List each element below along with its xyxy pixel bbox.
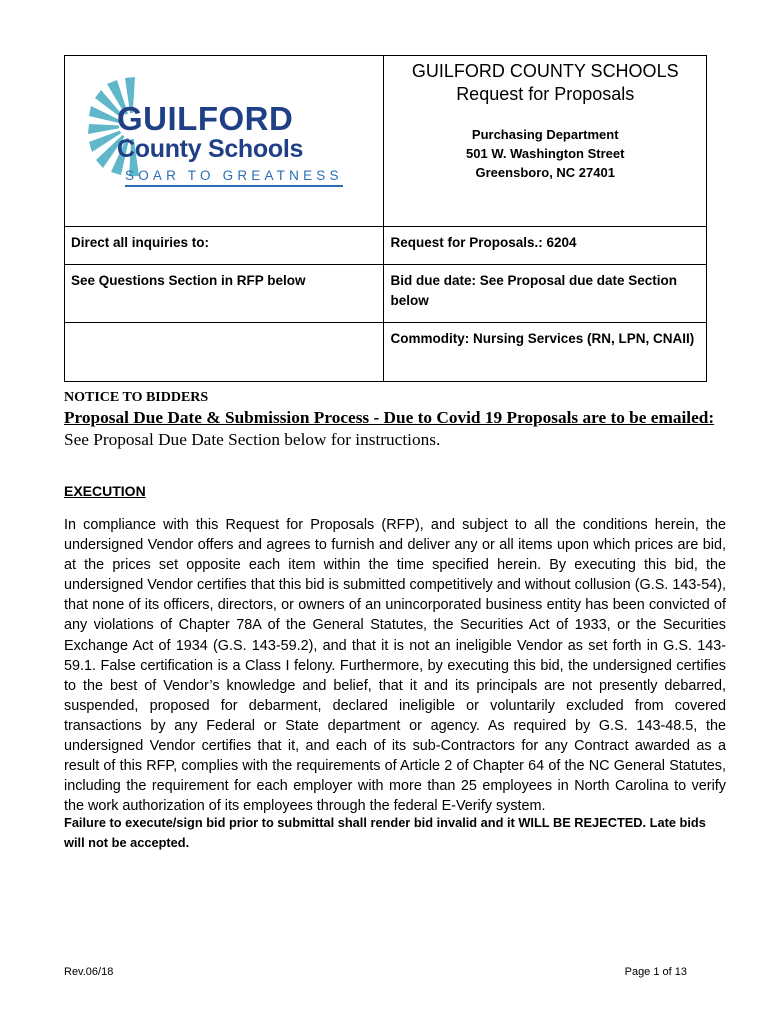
execution-warning: Failure to execute/sign bid prior to submittal shall render bid invalid and it WILL BE REJECTED. Late bids will not be accepted. [64, 815, 706, 850]
department-address [384, 125, 706, 182]
proposal-heading: Proposal Due Date & Submission Process - Due to Covid 19 Proposals are to be emailed: [64, 408, 715, 427]
inquiries-value: See Questions Section in RFP below [65, 265, 384, 323]
execution-heading: EXECUTION [64, 483, 146, 499]
commodity: Commodity: Nursing Services (RN, LPN, CNAII) [384, 323, 707, 382]
page-number: Page 1 of 13 [624, 966, 687, 978]
logo-tagline: SOAR TO GREATNESS [125, 168, 343, 187]
title-cell [384, 56, 707, 227]
guilford-logo [87, 76, 343, 216]
logo-cell [65, 56, 384, 227]
empty-cell [65, 323, 384, 382]
header-table [64, 55, 707, 382]
document-title: GUILFORD COUNTY SCHOOLS [411, 61, 679, 81]
bid-due-date: Bid due date: See Proposal due date Section below [384, 265, 707, 323]
logo-wordmark-county: County Schools [117, 135, 304, 163]
revision-label: Rev.06/18 [64, 966, 114, 978]
proposal-subtext: See Proposal Due Date Section below for instructions. [64, 430, 441, 449]
document-subtitle: Request for Proposals [456, 84, 635, 104]
address-line-2: 501 W. Washington Street [466, 146, 625, 161]
inquiries-label: Direct all inquiries to: [65, 227, 384, 265]
notice-label: NOTICE TO BIDDERS [64, 390, 209, 405]
address-line-1: Purchasing Department [471, 127, 619, 142]
execution-body: In compliance with this Request for Proposals (RFP), and subject to all the conditions herein, the undersigned Vendor offers and agrees to furnish and deliver any or all items upon which prices are bid, at the prices set opposite each item within the time specified herein. By executing this bid, the undersigned Vendor certifies that this bid is submitted competitively and without collusion (G.S. 143-54), that none of its officers, directors, or owners of an unincorporated business entity has been convicted of any violations of Chapter 78A of the General Statutes, the Securities Act of 1933, or the Securities Exchange Act of 1934 (G.S. 143-59.2), and that it is not an ineligible Vendor as set forth in G.S. 143-59.1. False certification is a Class I felony. Furthermore, by executing this bid, the undersigned certifies to the best of Vendor’s knowledge and belief, that it and its principals are not presently debarred, suspended, proposed for debarment, declared ineligible or voluntarily excluded from covered transactions by any Federal or State department or agency. As required by G.S. 143-48.5, the undersigned Vendor certifies that it, and each of its sub-Contractors for any Contract awarded as a result of this RFP, complies with the requirements of Article 2 of Chapter 64 of the NC General Statutes, including the requirement for each employer with more than 25 employees in North Carolina to verify the work authorization of its employees through the federal E-Verify system. [64, 517, 726, 815]
logo-wordmark-guilford: GUILFORD [117, 100, 294, 137]
address-line-3: Greensboro, NC 27401 [475, 165, 615, 180]
rfp-number: Request for Proposals.: 6204 [384, 227, 707, 265]
